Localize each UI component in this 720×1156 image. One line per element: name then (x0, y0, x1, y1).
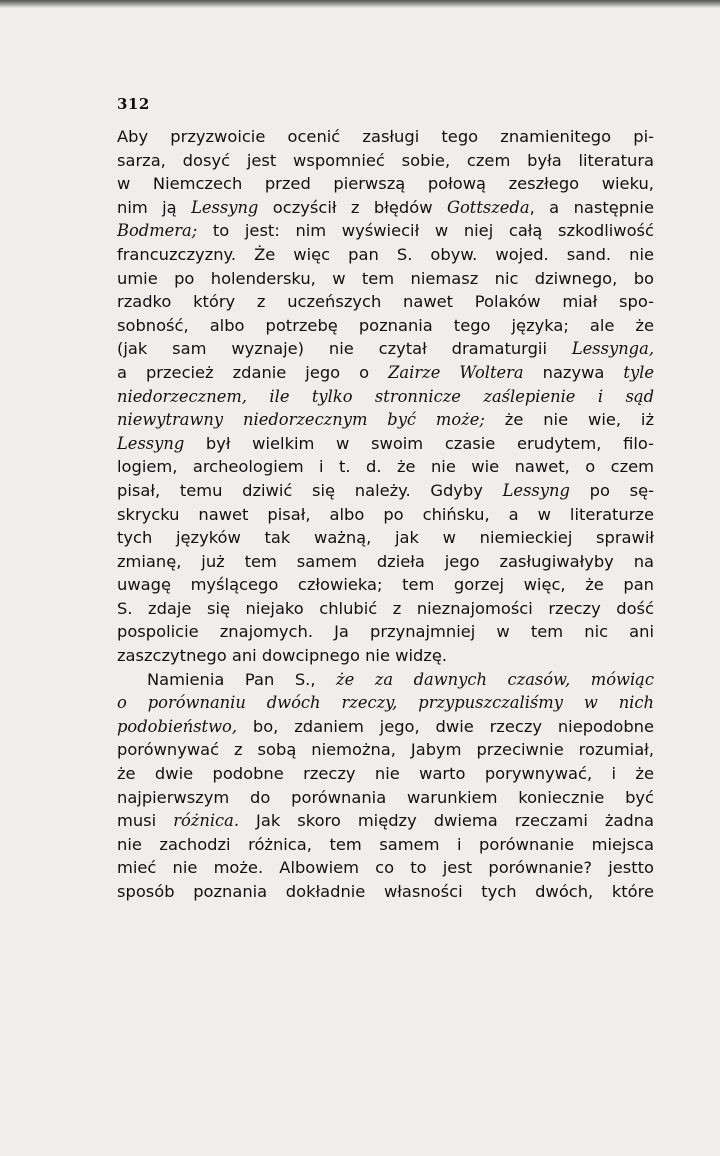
text-line (117, 314, 654, 338)
text-segment: Namienia Pan S., (147, 669, 337, 689)
text-segment: sposób poznania dokładnie własności tych dwóch, które (117, 882, 654, 901)
body-text (117, 125, 654, 904)
text-segment: porównywać z sobą niemożna, Jabym przeciwnie rozumiał, (117, 740, 654, 760)
text-segment: oczyścił z błędów (258, 197, 447, 217)
text-segment: sobność, albo potrzebę poznania tego języka; ale że (117, 315, 654, 335)
text-line (117, 125, 654, 149)
italic-text: Lessyng (117, 433, 185, 453)
italic-text: niedorzecznem, ile tylko stronnicze zaślepienie i sąd (117, 386, 654, 406)
text-segment: skrycku nawet pisał, albo po chińsku, a w literaturze (117, 504, 654, 524)
text-line (117, 668, 654, 692)
italic-text: tyle (623, 362, 654, 382)
text-segment: francuzczyzny. Że więc pan S. obyw. wojed. sand. nie (117, 244, 654, 264)
text-segment: tych języków tak ważną, jak w niemieckiej sprawił (117, 528, 654, 548)
text-line (117, 762, 654, 786)
italic-text: Lessyng (191, 197, 259, 217)
text-segment: w Niemczech przed pierwszą połową zeszłego wieku, (117, 174, 654, 194)
text-line (117, 408, 654, 432)
text-segment: mieć nie może. Albowiem co to jest porównanie? jestto (117, 858, 654, 878)
text-line (117, 361, 654, 385)
text-segment: nazywa (523, 362, 624, 382)
text-segment: , a następnie (529, 197, 654, 217)
text-line (117, 856, 654, 880)
text-line (117, 833, 654, 857)
text-segment: zmianę, już tem samem dzieła jego zasługiwałyby na (117, 551, 654, 571)
text-line (117, 691, 654, 715)
text-line (117, 267, 654, 291)
text-line (117, 597, 654, 621)
text-line (117, 243, 654, 267)
text-line (117, 219, 654, 243)
text-line (117, 385, 654, 409)
text-segment: pospolicie znajomych. Ja przynajmniej w tem nic ani (117, 622, 654, 642)
page-number: 312 (117, 95, 150, 113)
text-segment: że nie wie, iż (484, 410, 654, 430)
text-line (117, 479, 654, 503)
text-segment: nim ją (117, 197, 192, 217)
text-line (117, 809, 654, 833)
text-line (117, 880, 654, 904)
text-line (117, 550, 654, 574)
italic-text: różnica. (173, 811, 240, 831)
text-segment: zaszczytnego ani dowcipnego nie widzę. (117, 646, 448, 666)
text-line (117, 290, 654, 314)
text-segment: (jak sam wyznaje) nie czytał dramaturgii (117, 339, 572, 359)
italic-text: o porównaniu dwóch rzeczy, przypuszczaliśmy w nich (117, 693, 654, 713)
text-line (117, 337, 654, 361)
text-segment: uwagę myślącego człowieka; tem gorzej więc, że pan (117, 575, 654, 595)
text-segment: pisał, temu dziwić się należy. Gdyby (117, 480, 503, 500)
text-segment: nie zachodzi różnica, tem samem i porównanie miejsca (117, 834, 654, 854)
text-line (117, 620, 654, 644)
scan-edge-shadow (0, 0, 720, 8)
text-line (117, 786, 654, 810)
italic-text: podobieństwo, (117, 716, 238, 736)
text-segment: logiem, archeologiem i t. d. że nie wie nawet, o czem (117, 457, 654, 477)
text-segment: że dwie podobne rzeczy nie warto porywnywać, i że (117, 764, 654, 784)
text-line (117, 738, 654, 762)
text-line (117, 644, 654, 668)
text-line (117, 455, 654, 479)
text-line (117, 432, 654, 456)
text-segment: musi (117, 811, 174, 831)
italic-text: Gottszeda (446, 197, 530, 217)
text-segment: po sę- (569, 480, 654, 500)
text-segment: a przecież zdanie jego o (117, 362, 389, 382)
text-line (117, 503, 654, 527)
text-line (117, 196, 654, 220)
italic-text: niewytrawny niedorzecznym być może; (117, 410, 485, 430)
text-line (117, 172, 654, 196)
text-line (117, 526, 654, 550)
text-segment: rzadko który z uczeńszych nawet Polaków miał spo- (117, 292, 654, 312)
text-segment: najpierwszym do porównania warunkiem koniecznie być (117, 787, 654, 807)
text-segment: Jak skoro między dwiema rzeczami żadna (239, 811, 654, 831)
text-line (117, 573, 654, 597)
italic-text: Bodmera; (117, 221, 198, 241)
text-segment: sarza, dosyć jest wspomnieć sobie, czem była literatura (117, 150, 654, 170)
italic-text: że za dawnych czasów, mówiąc (336, 669, 654, 689)
italic-text: Lessynga, (571, 339, 654, 359)
text-segment: umie po holendersku, w tem niemasz nic dziwnego, bo (117, 268, 654, 288)
italic-text: Zairze Woltera (388, 362, 524, 382)
text-segment: Aby przyzwoicie ocenić zasługi tego znamienitego pi- (117, 127, 654, 146)
text-segment: bo, zdaniem jego, dwie rzeczy niepodobne (237, 716, 654, 736)
text-line (117, 149, 654, 173)
text-segment: to jest: nim wyświecił w niej całą szkodliwość (197, 221, 654, 241)
text-line (117, 715, 654, 739)
italic-text: Lessyng (502, 480, 570, 500)
text-segment: był wielkim w swoim czasie erudytem, filo- (184, 433, 654, 453)
text-segment: S. zdaje się niejako chlubić z nieznajomości rzeczy dość (117, 598, 654, 618)
